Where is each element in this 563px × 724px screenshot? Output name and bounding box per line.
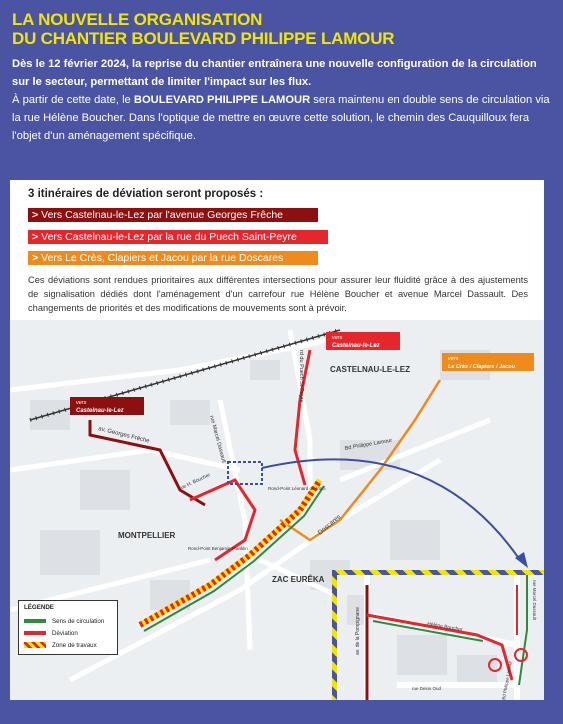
sign-cres xyxy=(442,353,534,371)
sign-castelnau-left xyxy=(70,397,144,415)
map-legend xyxy=(18,600,118,655)
inset-street-delos: rue Delos Oud xyxy=(412,686,442,691)
title-line-1: LA NOUVELLE ORGANISATION xyxy=(12,10,263,29)
chevron-right-icon: > xyxy=(32,231,39,243)
sign-vers: vers xyxy=(332,335,343,341)
inset-street-helene: Hélène Boucher xyxy=(426,621,464,634)
body-pre: À partir de cette date, le xyxy=(12,94,134,106)
route-label-2: Vers Castelnau-le-Lez par la rue du Puech Saint-Peyre xyxy=(41,231,297,243)
street-frache: av. Georges Frêche xyxy=(97,426,150,445)
intro-text xyxy=(12,55,552,145)
legend-item-works xyxy=(24,639,112,651)
sign-vers: vers xyxy=(76,400,87,406)
legend-item-detour xyxy=(24,627,112,639)
route-badge-2 xyxy=(28,230,328,244)
legend-item-direction xyxy=(24,615,112,627)
sign-cres-label: Le Crès / Clapiers / Jacou xyxy=(448,364,515,370)
route-label-3: Vers Le Crès, Clapiers et Jacou par la rue Doscares xyxy=(41,252,284,264)
inset-street-dassault: rue Marcel Dassault xyxy=(532,580,537,621)
street-rondpoint: Rond-Point Léonard de Vinci xyxy=(268,486,326,491)
body-post: sera maintenu en double sens de circulation via la rue Hélène Boucher. Dans l'optique de mettre en œuvre cette solution, le chemin des Cauquilloux fera l'objet d'un aménagement spécifique. xyxy=(12,94,550,142)
title-line-2: DU CHANTIER BOULEVARD PHILIPPE LAMOUR xyxy=(12,29,395,48)
works-zone-icon xyxy=(24,642,46,648)
route-badge-1 xyxy=(28,208,318,222)
sign-castelnau-top-label: Castelnau-le-Lez xyxy=(332,343,380,349)
detour-card xyxy=(10,180,544,700)
street-dassault: rue Marcel Dassault xyxy=(208,414,227,464)
street-doscares: Doscares xyxy=(316,513,343,537)
legend-label: Sens de circulation xyxy=(52,617,105,625)
sign-castelnau-top xyxy=(326,332,400,350)
street-bernard: Rond-Point Benjamin Franklin xyxy=(188,546,248,551)
street-boucher: rue H. Boucher xyxy=(178,472,212,492)
body-strong: BOULEVARD PHILIPPE LAMOUR xyxy=(133,94,311,106)
route-label-1: Vers Castelnau-le-Lez par l'avenue Georges Frêche xyxy=(41,209,284,221)
card-title: 3 itinéraires de déviation seront proposés : xyxy=(28,188,264,200)
chevron-right-icon: > xyxy=(32,252,39,264)
sign-castelnau-left-label: Castelnau-le-Lez xyxy=(76,408,124,414)
inset-map-svg xyxy=(337,575,544,700)
place-montpellier: MONTPELLIER xyxy=(118,531,176,540)
inset-street-pompignane: av. de la Pompignane xyxy=(355,607,361,655)
legend-title: LÉGENDE xyxy=(24,604,54,611)
legend-label: Déviation xyxy=(52,629,78,637)
page-title xyxy=(12,10,552,48)
header xyxy=(12,10,552,145)
lead-paragraph: Dès le 12 février 2024, la reprise du chantier entraînera une nouvelle configuration de la circulation sur le secteur, permettant de limiter l'impact sur les flux. xyxy=(12,58,537,88)
place-castelnau: CASTELNAU-LE-LEZ xyxy=(330,365,410,374)
chevron-right-icon: > xyxy=(32,209,39,221)
place-zac-eureka: ZAC EURÊKA xyxy=(272,575,325,584)
inset-street-lamour: Bd Philippe Lamour xyxy=(501,660,513,700)
route-badge-3 xyxy=(28,251,318,265)
legend-label: Zone de travaux xyxy=(52,641,97,649)
inset-map xyxy=(332,570,544,700)
green-arrow-icon xyxy=(24,619,46,623)
street-lamour: Bd Philippe Lamour xyxy=(344,437,393,452)
card-description: Ces déviations sont rendues prioritaires aux différentes intersections pour assurer leur fluidité grâce à des ajustements de signalisation dédiés dont l'aménagement d'un carrefour rue Hélène Boucher et avenue Marcel Dassault. Des changements de priorités et des modifications de mouvements sont à prévoir. xyxy=(28,275,528,313)
street-puech: rd du Puech St-Peyre xyxy=(298,350,304,403)
red-arrow-icon xyxy=(24,631,46,635)
sign-vers: vers xyxy=(448,356,459,362)
body-paragraph xyxy=(12,91,552,145)
